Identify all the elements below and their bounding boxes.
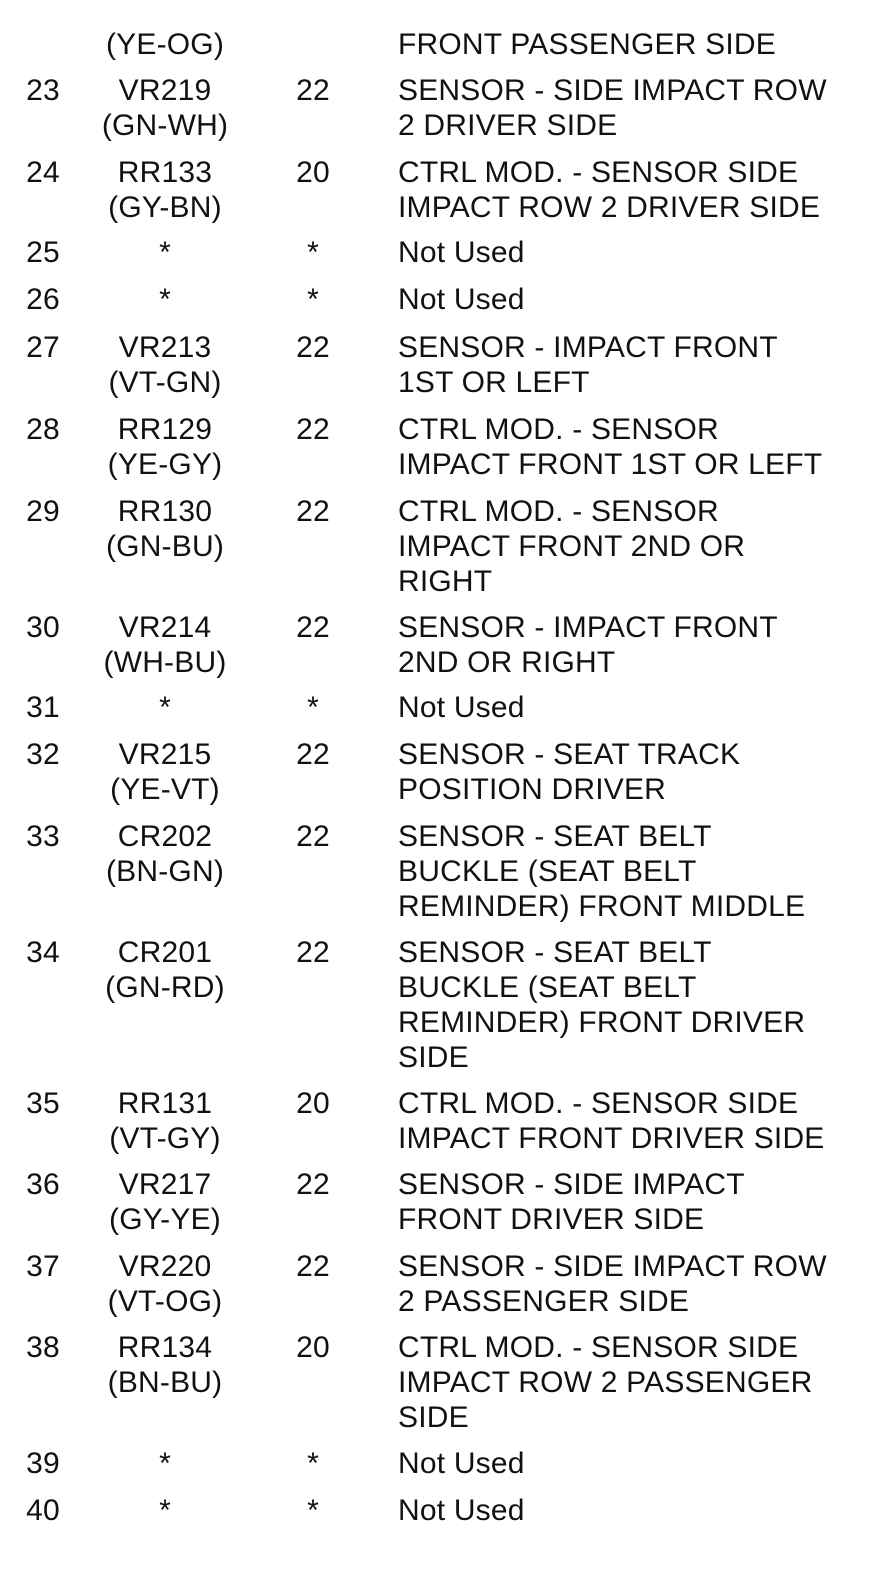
function-description: Not Used (398, 283, 525, 316)
wire-gauge: 22 (296, 820, 330, 853)
circuit-code: VR217 (GY-YE) (109, 1168, 221, 1236)
function-description: SENSOR - SIDE IMPACT ROW 2 DRIVER SIDE (398, 74, 827, 142)
pin-number: 23 (26, 74, 60, 107)
wire-gauge: 22 (296, 413, 330, 446)
pin-number: 27 (26, 331, 60, 364)
circuit-code: * (159, 1447, 171, 1480)
circuit-code: * (159, 236, 171, 269)
function-description: SENSOR - SIDE IMPACT FRONT DRIVER SIDE (398, 1168, 745, 1236)
wire-gauge: * (307, 691, 319, 724)
pin-number: 33 (26, 820, 60, 853)
pin-number: 34 (26, 936, 60, 969)
function-description: CTRL MOD. - SENSOR SIDE IMPACT ROW 2 DRIVER SIDE (398, 156, 821, 224)
function-description: Not Used (398, 1447, 525, 1480)
wire-gauge: 20 (296, 1331, 330, 1364)
function-description: SENSOR - SEAT BELT BUCKLE (SEAT BELT REMINDER) FRONT MIDDLE (398, 820, 806, 923)
circuit-code: * (159, 691, 171, 724)
wire-gauge: * (307, 1447, 319, 1480)
function-description: SENSOR - SEAT BELT BUCKLE (SEAT BELT REMINDER) FRONT DRIVER SIDE (398, 936, 806, 1074)
circuit-code: RR130 (GN-BU) (105, 495, 225, 563)
circuit-code: RR131 (VT-GY) (109, 1087, 221, 1155)
wire-gauge: 22 (296, 495, 330, 528)
pin-number: 38 (26, 1331, 60, 1364)
function-description: Not Used (398, 1494, 525, 1527)
function-description: CTRL MOD. - SENSOR SIDE IMPACT FRONT DRIVER SIDE (398, 1087, 825, 1155)
wire-gauge: * (307, 1494, 319, 1527)
circuit-code: VR220 (VT-OG) (107, 1250, 223, 1318)
pin-number: 37 (26, 1250, 60, 1283)
pin-number: 24 (26, 156, 60, 189)
pin-number: 31 (26, 691, 60, 724)
pin-number: 40 (26, 1494, 60, 1527)
pin-number: 39 (26, 1447, 60, 1480)
wire-gauge: 20 (296, 156, 330, 189)
wire-gauge: 22 (296, 74, 330, 107)
circuit-code: VR213 (VT-GN) (108, 331, 222, 399)
function-description: Not Used (398, 691, 525, 724)
circuit-code: CR202 (BN-GN) (105, 820, 225, 888)
function-description: CTRL MOD. - SENSOR IMPACT FRONT 2ND OR RIGHT (398, 495, 746, 598)
pin-number: 36 (26, 1168, 60, 1201)
pin-number: 28 (26, 413, 60, 446)
circuit-code: CR201 (GN-RD) (105, 936, 225, 1004)
circuit-code: RR134 (BN-BU) (107, 1331, 223, 1399)
pin-number: 32 (26, 738, 60, 771)
function-description: FRONT PASSENGER SIDE (398, 28, 776, 61)
function-description: Not Used (398, 236, 525, 269)
wire-gauge: 22 (296, 331, 330, 364)
pin-number: 30 (26, 611, 60, 644)
wire-gauge: 22 (296, 1168, 330, 1201)
circuit-code: RR129 (YE-GY) (107, 413, 223, 481)
function-description: CTRL MOD. - SENSOR IMPACT FRONT 1ST OR LEFT (398, 413, 823, 481)
circuit-code: VR219 (GN-WH) (101, 74, 229, 142)
pin-number: 35 (26, 1087, 60, 1120)
function-description: CTRL MOD. - SENSOR SIDE IMPACT ROW 2 PASSENGER SIDE (398, 1331, 813, 1434)
wire-gauge: 22 (296, 936, 330, 969)
wire-gauge: 22 (296, 611, 330, 644)
circuit-code: RR133 (GY-BN) (108, 156, 222, 224)
wire-gauge: * (307, 236, 319, 269)
wire-gauge: 20 (296, 1087, 330, 1120)
circuit-code: * (159, 1494, 171, 1527)
function-description: SENSOR - IMPACT FRONT 2ND OR RIGHT (398, 611, 778, 679)
wire-gauge: * (307, 283, 319, 316)
pin-number: 26 (26, 283, 60, 316)
pin-number: 25 (26, 236, 60, 269)
wire-gauge: 22 (296, 738, 330, 771)
function-description: SENSOR - SIDE IMPACT ROW 2 PASSENGER SIDE (398, 1250, 827, 1318)
pin-number: 29 (26, 495, 60, 528)
circuit-code: * (159, 283, 171, 316)
function-description: SENSOR - IMPACT FRONT 1ST OR LEFT (398, 331, 778, 399)
circuit-code: (YE-OG) (105, 28, 225, 61)
circuit-code: VR215 (YE-VT) (110, 738, 220, 806)
function-description: SENSOR - SEAT TRACK POSITION DRIVER (398, 738, 741, 806)
circuit-code: VR214 (WH-BU) (103, 611, 227, 679)
wire-gauge: 22 (296, 1250, 330, 1283)
